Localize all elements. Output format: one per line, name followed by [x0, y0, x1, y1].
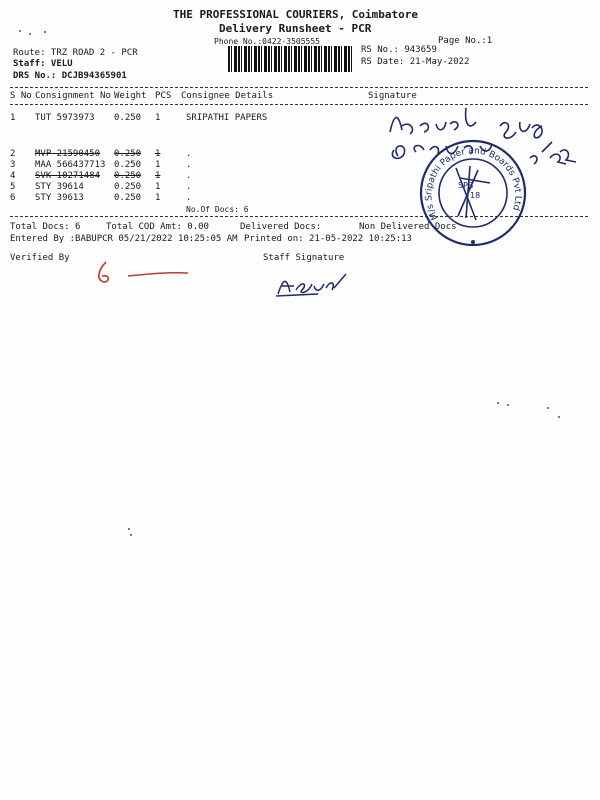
- no-of-docs: No.Of Docs: 6: [186, 205, 249, 214]
- staff-signature: [272, 268, 352, 298]
- rs-number: RS No.: 943659: [361, 45, 437, 55]
- row-sno: 6: [10, 193, 16, 203]
- speck: [497, 402, 499, 404]
- document-title: Delivery Runsheet - PCR: [219, 22, 372, 35]
- svg-text:M/s Sripathi Paper and Boards: M/s Sripathi Paper and Boards Pvt Ltd: [424, 146, 523, 222]
- row-weight: 0.250: [114, 171, 142, 181]
- row-sno: 1: [10, 113, 16, 123]
- row-sno: 4: [10, 171, 16, 181]
- row-pcs: 1: [155, 113, 161, 123]
- col-header-pcs: PCS: [155, 91, 172, 101]
- total-cod: Total COD Amt: 0.00: [106, 222, 209, 232]
- staff-signature-label: Staff Signature: [263, 253, 345, 263]
- row-consignment: MAA 566437713: [35, 160, 106, 170]
- speck: [128, 528, 130, 530]
- row-pcs: 1: [155, 193, 161, 203]
- row-weight: 0.250: [114, 113, 142, 123]
- drs-number: DRS No.: DCJB94365901: [13, 71, 127, 81]
- row-consignment: MVP 21590450: [35, 149, 101, 159]
- staff-name: Staff: VELU: [13, 59, 73, 69]
- page-number: Page No.:1: [438, 36, 493, 46]
- row-consignee: .: [186, 171, 192, 181]
- route: Route: TRZ ROAD 2 - PCR: [13, 48, 138, 58]
- non-delivered-docs: Non Delivered Docs: [359, 222, 457, 232]
- speck: [44, 31, 46, 33]
- delivered-docs: Delivered Docs:: [240, 222, 322, 232]
- row-pcs: 1: [155, 171, 161, 181]
- entered-by: Entered By :BABUPCR 05/21/2022 10:25:05 AM: [10, 234, 238, 244]
- phone-number: Phone No.:0422-3505555: [214, 37, 320, 46]
- divider: [10, 87, 588, 88]
- col-header-consignee: Consignee Details: [181, 91, 274, 101]
- row-consignment: STY 39614: [35, 182, 84, 192]
- speck: [130, 534, 132, 536]
- svg-text:18: 18: [470, 191, 481, 200]
- col-header-sno: S No: [10, 91, 32, 101]
- row-weight: 0.250: [114, 193, 142, 203]
- row-consignment: SVK 10271484: [35, 171, 101, 181]
- rs-date: RS Date: 21-May-2022: [361, 57, 470, 67]
- speck: [558, 416, 560, 418]
- row-consignment: STY 39613: [35, 193, 84, 203]
- svg-text:SPB: SPB: [458, 181, 474, 190]
- printed-on: Printed on: 21-05-2022 10:25:13: [244, 234, 412, 244]
- col-header-consignment: Consignment No: [35, 91, 111, 101]
- row-sno: 3: [10, 160, 16, 170]
- handwritten-verified-mark: [92, 258, 202, 288]
- row-pcs: 1: [155, 160, 161, 170]
- col-header-signature: Signature: [368, 91, 417, 101]
- row-weight: 0.250: [114, 160, 142, 170]
- row-sno: 5: [10, 182, 16, 192]
- speck: [19, 30, 21, 32]
- company-name: THE PROFESSIONAL COURIERS, Coimbatore: [173, 8, 419, 21]
- row-weight: 0.250: [114, 149, 142, 159]
- row-pcs: 1: [155, 182, 161, 192]
- speck: [507, 404, 509, 406]
- row-consignee: .: [186, 160, 192, 170]
- row-sno: 2: [10, 149, 16, 159]
- row-consignee: .: [186, 193, 192, 203]
- verified-by-label: Verified By: [10, 253, 70, 263]
- row-consignee: .: [186, 182, 192, 192]
- row-consignee: .: [186, 149, 192, 159]
- barcode: [228, 46, 352, 72]
- speck: [29, 33, 31, 35]
- col-header-weight: Weight: [114, 91, 147, 101]
- speck: [547, 407, 549, 409]
- row-consignee: SRIPATHI PAPERS: [186, 113, 268, 123]
- row-weight: 0.250: [114, 182, 142, 192]
- row-pcs: 1: [155, 149, 161, 159]
- row-consignment: TUT 5973973: [35, 113, 95, 123]
- total-docs: Total Docs: 6: [10, 222, 81, 232]
- handwritten-received-note: [380, 96, 580, 186]
